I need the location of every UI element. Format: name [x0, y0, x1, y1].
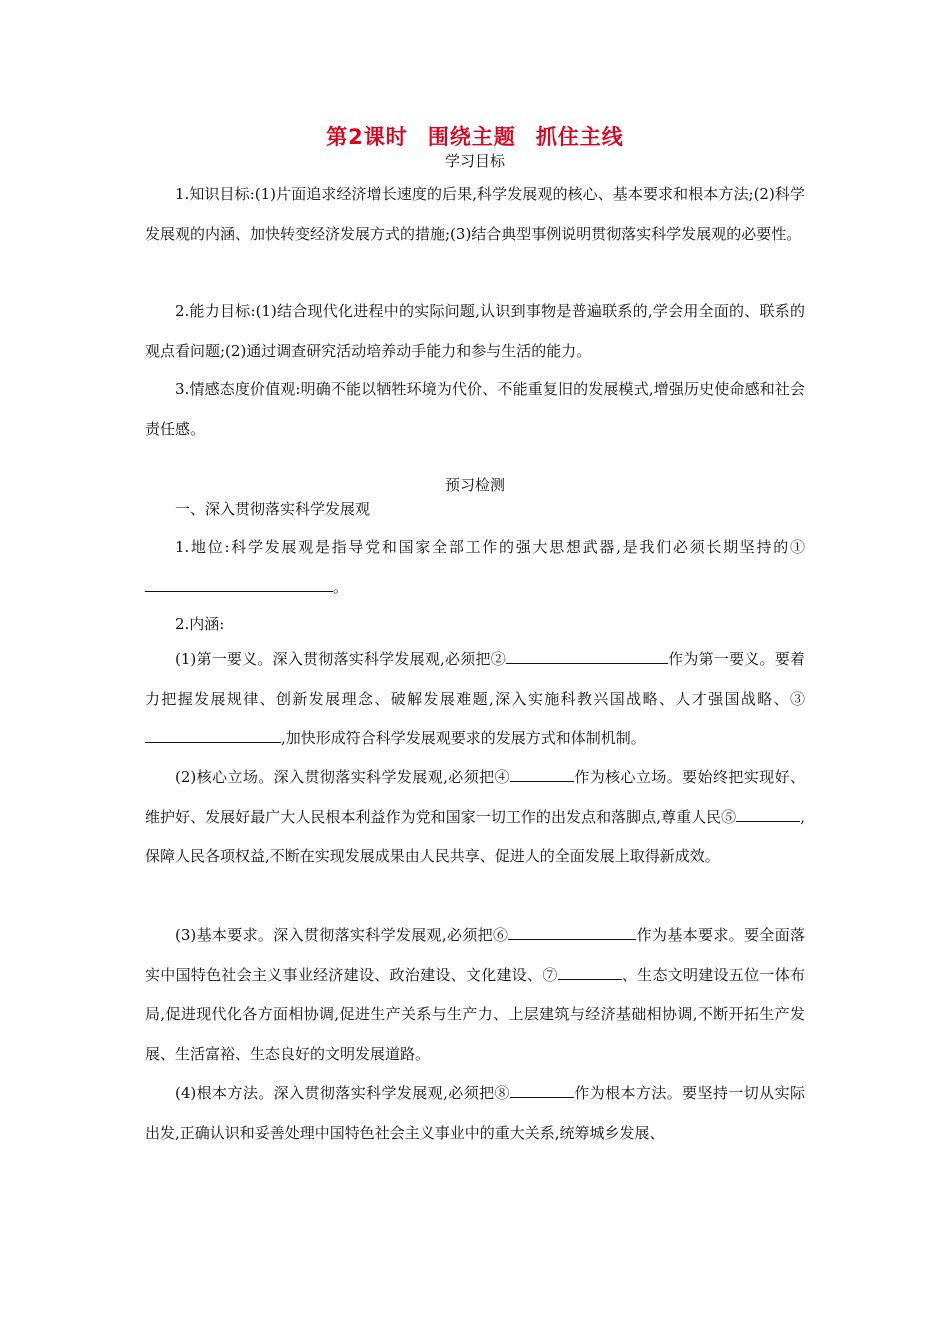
page-title	[0, 122, 950, 152]
item-status	[145, 528, 805, 607]
item-status-end: 。	[333, 577, 349, 596]
blank-3[interactable]	[145, 725, 281, 743]
p1-text-b: 作为第一要义。要着力把握发展规律、创新发展理念、破解发展难题,深入实施科教兴国战略、人才强国战略、③	[145, 650, 805, 708]
p2-text-a: (2)核心立场。深入贯彻落实科学发展观,必须把④	[175, 768, 510, 786]
p1-text-c: ,加快形成符合科学发展观要求的发展方式和体制机制。	[281, 729, 646, 747]
paragraph-basic-requirement	[145, 916, 805, 1074]
lesson-number: 第2课时	[326, 125, 408, 149]
blank-1[interactable]	[145, 574, 333, 592]
heading-one: 一、深入贯彻落实科学发展观	[175, 500, 371, 518]
lesson-theme: 围绕主题	[427, 125, 516, 149]
item-connotation: 2.内涵:	[175, 615, 225, 633]
p3-text-c: 、生态文明建设五位一体布局,促进现代化各方面相协调,促进生产关系与生产力、上层建筑与经济基础相协调,不断开拓生产发展、生活富裕、生态良好的文明发展道路。	[145, 965, 805, 1063]
section-heading-preview: 预习检测	[444, 476, 505, 494]
p2-text-c: ,保障人民各项权益,不断在实现发展成果由人民共享、促进人的全面发展上取得新成效。	[145, 807, 805, 865]
p4-text-b: 作为根本方法。要坚持一切从实际出发,正确认识和妥善处理中国特色社会主义事业中的重大关系,统筹城乡发展、	[145, 1084, 805, 1142]
goal-ability: 2.能力目标:(1)结合现代化进程中的实际问题,认识到事物是普遍联系的,学会用全面的、联系的观点看问题;(2)通过调查研究活动培养动手能力和参与生活的能力。	[145, 302, 805, 360]
blank-6[interactable]	[508, 922, 636, 940]
p3-text-b: 作为基本要求。要全面落实中国特色社会主义事业经济建设、政治建设、文化建设、⑦	[145, 926, 805, 984]
p3-text-a: (3)基本要求。深入贯彻落实科学发展观,必须把⑥	[175, 926, 509, 944]
blank-7[interactable]	[558, 962, 622, 980]
blank-8[interactable]	[510, 1080, 574, 1098]
p1-text-a: (1)第一要义。深入贯彻落实科学发展观,必须把②	[175, 650, 506, 668]
paragraph-core-stance	[145, 758, 805, 877]
p2-text-b: 作为核心立场。要始终把实现好、维护好、发展好最广大人民根本利益作为党和国家一切工作的出发点和落脚点,尊重人民⑤	[145, 768, 805, 826]
blank-2[interactable]	[506, 646, 668, 664]
goal-attitude: 3.情感态度价值观:明确不能以牺牲环境为代价、不能重复旧的发展模式,增强历史使命感和社会责任感。	[145, 380, 805, 438]
lesson-mainline: 抓住主线	[535, 125, 624, 149]
p4-text-a: (4)根本方法。深入贯彻落实科学发展观,必须把⑧	[175, 1084, 510, 1102]
blank-4[interactable]	[510, 764, 574, 782]
section-heading-goals: 学习目标	[444, 152, 505, 170]
paragraph-fundamental-method	[145, 1074, 805, 1153]
goal-knowledge: 1.知识目标:(1)片面追求经济增长速度的后果,科学发展观的核心、基本要求和根本方法;(2)科学发展观的内涵、加快转变经济发展方式的措施;(3)结合典型事例说明贯彻落实科学发展观的必要性。	[145, 185, 805, 243]
paragraph-first-essence	[145, 640, 805, 759]
item-status-text: 1.地位:科学发展观是指导党和国家全部工作的强大思想武器,是我们必须长期坚持的①	[175, 538, 805, 556]
blank-5[interactable]	[736, 804, 800, 822]
